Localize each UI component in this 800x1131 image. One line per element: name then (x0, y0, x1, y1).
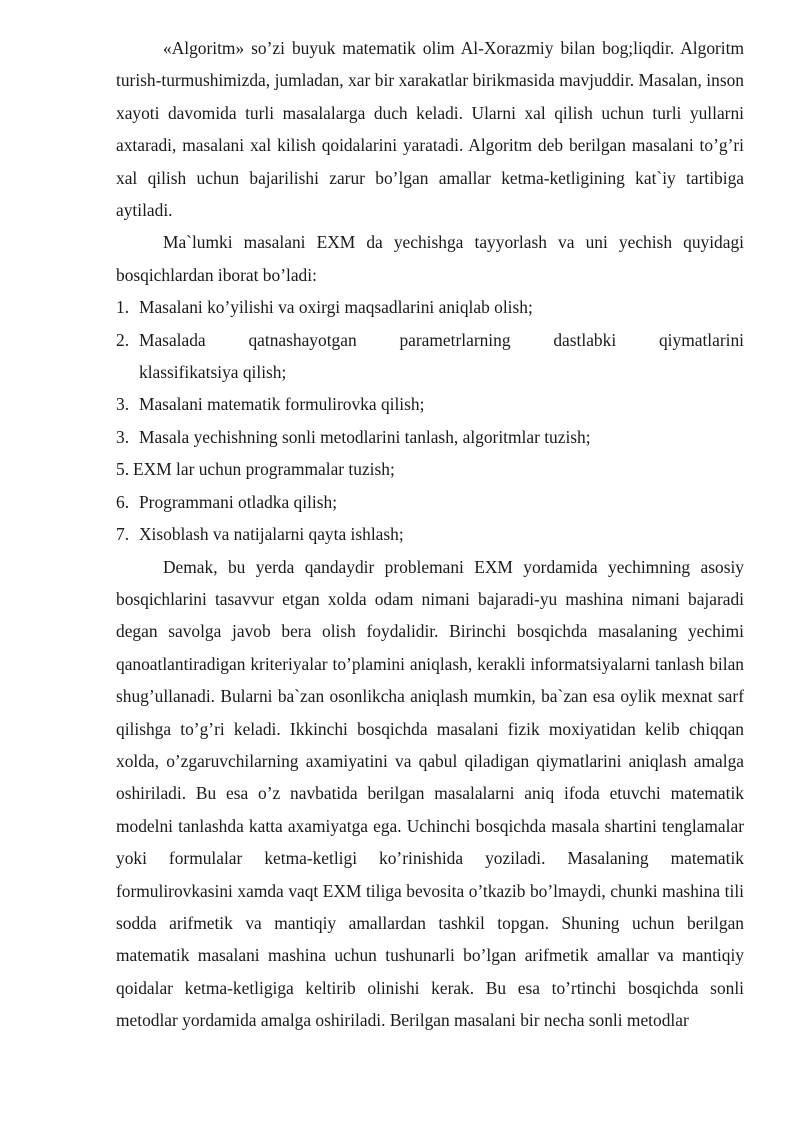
list-item-text: EXM lar uchun programmalar tuzish; (133, 459, 395, 480)
paragraph-stages-intro: Ma`lumki masalani EXM da yechishga tayyorlash va uni yechish quyidagi bosqichlardan iborat bo’ladi: (116, 232, 744, 285)
list-item (116, 324, 744, 389)
list-item-text: Programmani otladka qilish; (139, 491, 338, 512)
list-item-text: Masalada qatnashayotgan parametrlarning dastlabki qiymatlarini (139, 329, 744, 350)
list-item (116, 291, 744, 323)
list-item-text: Masala yechishning sonli metodlarini tanlash, algoritmlar tuzish; (139, 426, 591, 447)
list-item-text: Xisoblash va natijalarni qayta ishlash; (139, 524, 404, 545)
list-item-number: 1. (116, 297, 130, 318)
list-item (116, 518, 744, 550)
list-item (116, 486, 744, 518)
list-item (116, 388, 744, 420)
paragraph-algorithm-definition: «Algoritm» so’zi buyuk matematik olim Al-Xorazmiy bilan bog;liqdir. Algoritm turish-turmushimizda, jumladan, xar bir xarakatlar birikmasida mavjuddir. Masalan, inson xayoti davomida turli masalalarga duch keladi. Ularni xal qilish uchun turli yullarni axtaradi, masalani xal kilish qoidalarini yaratadi. Algoritm deb berilgan masalani to’g’ri xal qilish uchun bajarilishi zarur bo’lgan amallar ketma-ketligining kat`iy tartibiga aytiladi. (116, 38, 744, 221)
list-item-text: Masalani matematik formulirovka qilish; (139, 394, 425, 415)
list-item-number: 3. (116, 394, 130, 415)
list-item-continuation: klassifikatsiya qilish; (139, 362, 287, 383)
stages-list (116, 291, 744, 550)
list-item-number: 2. (116, 329, 130, 350)
list-item-text: Masalani ko’yilishi va oxirgi maqsadlarini aniqlab olish; (139, 297, 533, 318)
list-item (116, 453, 744, 485)
list-item (116, 421, 744, 453)
list-item-number: 5. (116, 459, 130, 480)
list-item-number: 6. (116, 491, 130, 512)
page-content (116, 32, 744, 1037)
list-item-number: 7. (116, 524, 130, 545)
paragraph-stages-explanation: Demak, bu yerda qandaydir problemani EXM yordamida yechimning asosiy bosqichlarini tasavvur etgan xolda odam nimani bajaradi-yu mashina nimani bajaradi degan savolga javob bera olish foydalidir. Birinchi bosqichda masalaning yechimi qanoatlantiradigan kriteriyalar to’plamini aniqlash, kerakli informatsiyalarni tanlash bilan shug’ullanadi. Bularni ba`zan osonlikcha aniqlash mumkin, ba`zan esa oylik mexnat sarf qilishga to’g’ri keladi. Ikkinchi bosqichda masalani fizik moxiyatidan kelib chiqqan xolda, o’zgaruvchilarning axamiyatini va qabul qiladigan qiymatlarini aniqlash amalga oshiriladi. Bu esa o’z navbatida berilgan masalalarni aniq ifoda etuvchi matematik modelni tanlashda katta axamiyatga ega. Uchinchi bosqichda masala shartini tenglamalar yoki formulalar ketma-ketligi ko’rinishida yoziladi. Masalaning matematik formulirovkasini xamda vaqt EXM tiliga bevosita o’tkazib bo’lmaydi, chunki mashina tili sodda arifmetik va mantiqiy amallardan tashkil topgan. Shuning uchun berilgan matematik masalani mashina uchun tushunarli bo’lgan arifmetik amallar va mantiqiy qoidalar ketma-ketligiga keltirib olinishi kerak. Bu esa to’rtinchi bosqichda sonli metodlar yordamida amalga oshiriladi. Berilgan masalani bir necha sonli metodlar (116, 556, 744, 1031)
list-item-number: 3. (116, 426, 130, 447)
